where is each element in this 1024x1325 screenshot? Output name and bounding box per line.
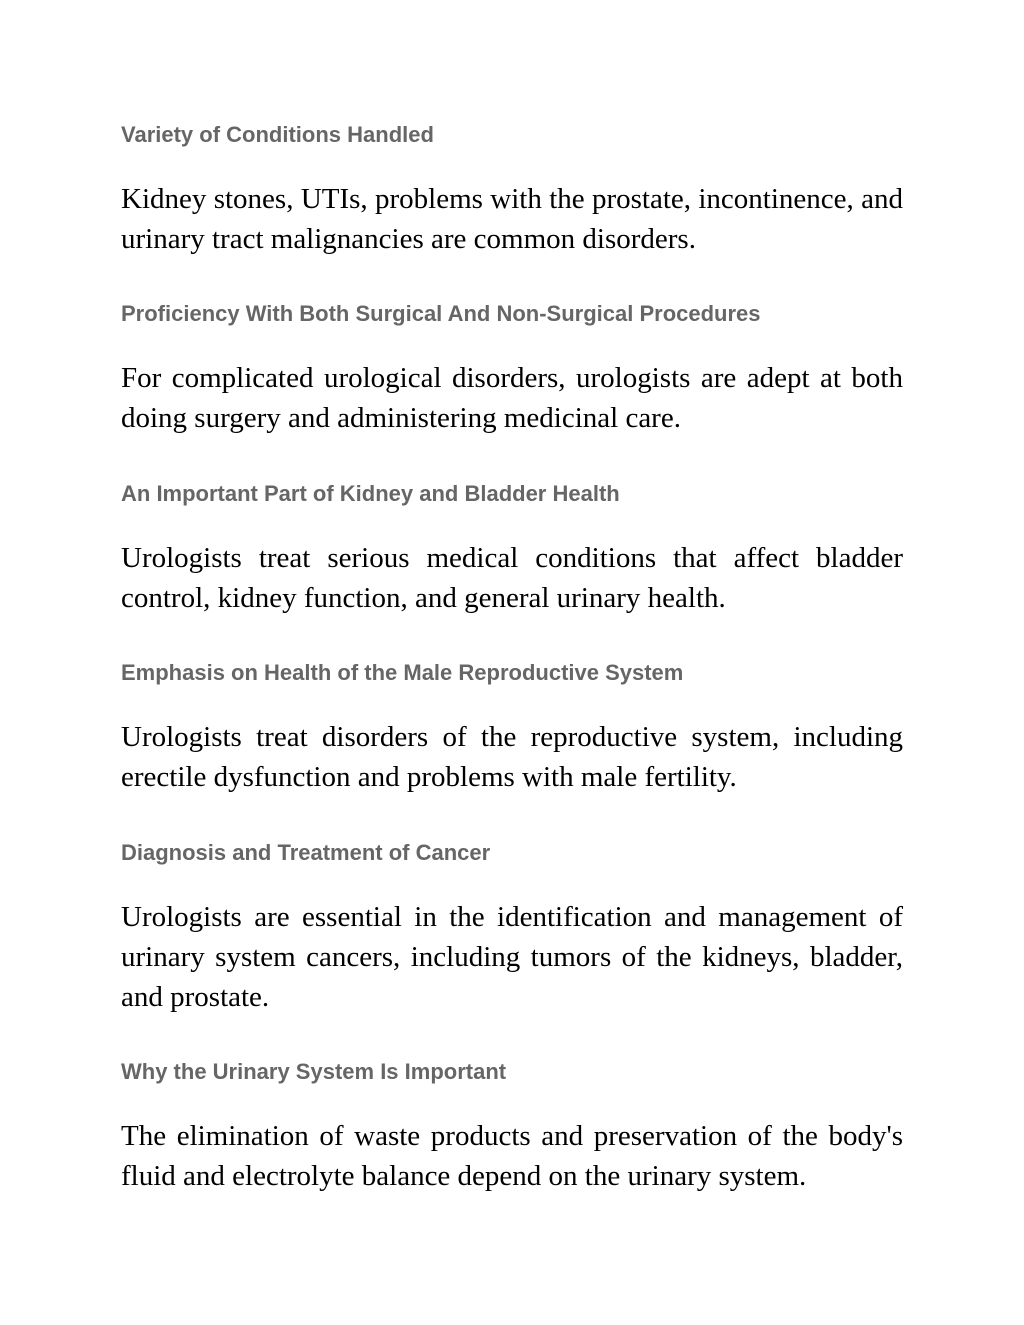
- section-body-reproductive: Urologists treat disorders of the reproductive system, including erectile dysfunction and problems with male fertility.: [121, 721, 903, 793]
- section-heading-cancer: Diagnosis and Treatment of Cancer: [121, 840, 491, 865]
- section-heading-procedures: Proficiency With Both Surgical And Non-Surgical Procedures: [121, 301, 761, 326]
- section-heading-kidney-bladder: An Important Part of Kidney and Bladder Health: [121, 481, 620, 506]
- section-body-kidney-bladder: Urologists treat serious medical conditions that affect bladder control, kidney function, and general urinary health.: [121, 542, 903, 614]
- section-body-procedures: For complicated urological disorders, urologists are adept at both doing surgery and administering medicinal care.: [121, 362, 903, 434]
- section-body-conditions: Kidney stones, UTIs, problems with the prostate, incontinence, and urinary tract malignancies are common disorders.: [121, 183, 903, 255]
- section-heading-reproductive: Emphasis on Health of the Male Reproductive System: [121, 660, 684, 685]
- section-heading-conditions: Variety of Conditions Handled: [121, 122, 434, 147]
- section-body-urinary-system: The elimination of waste products and preservation of the body's fluid and electrolyte balance depend on the urinary system.: [121, 1120, 903, 1192]
- section-body-cancer: Urologists are essential in the identification and management of urinary system cancers, including tumors of the kidneys, bladder, and prostate.: [121, 901, 903, 1013]
- section-heading-urinary-system: Why the Urinary System Is Important: [121, 1059, 507, 1084]
